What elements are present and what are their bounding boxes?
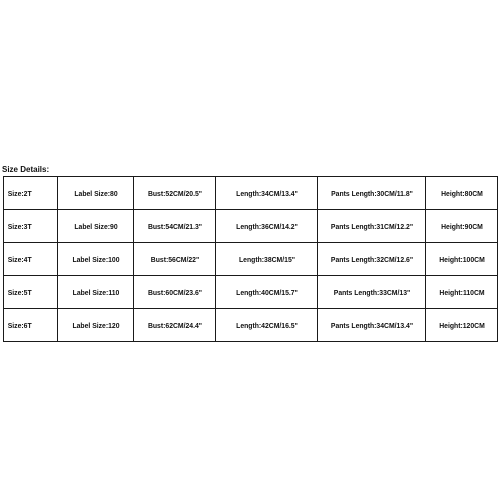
- table-row: [4, 309, 498, 342]
- height-cell: Height:100CM: [427, 243, 495, 276]
- height-cell: Height:80CM: [427, 177, 495, 210]
- label-size-cell: Label Size:110: [59, 276, 131, 309]
- table-row: [4, 177, 498, 210]
- height-cell: Height:110CM: [427, 276, 495, 309]
- length-cell: Length:38CM/15": [218, 243, 315, 276]
- size-cell: Size:5T: [5, 276, 56, 309]
- height-cell: Height:90CM: [427, 210, 495, 243]
- bust-cell: Bust:56CM/22": [136, 243, 214, 276]
- length-cell: Length:40CM/15.7": [218, 276, 315, 309]
- size-cell: Size:4T: [5, 243, 56, 276]
- bust-cell: Bust:62CM/24.4": [136, 309, 214, 342]
- label-size-cell: Label Size:120: [59, 309, 131, 342]
- label-size-cell: Label Size:100: [59, 243, 131, 276]
- size-cell: Size:6T: [5, 309, 56, 342]
- length-cell: Length:42CM/16.5": [218, 309, 315, 342]
- table-row: [4, 210, 498, 243]
- pants-length-cell: Pants Length:32CM/12.6": [320, 243, 423, 276]
- length-cell: Length:36CM/14.2": [218, 210, 315, 243]
- bust-cell: Bust:52CM/20.5": [136, 177, 214, 210]
- table-row: [4, 276, 498, 309]
- label-size-cell: Label Size:80: [59, 177, 131, 210]
- pants-length-cell: Pants Length:31CM/12.2": [320, 210, 423, 243]
- pants-length-cell: Pants Length:33CM/13": [320, 276, 423, 309]
- bust-cell: Bust:54CM/21.3": [136, 210, 214, 243]
- bust-cell: Bust:60CM/23.6": [136, 276, 214, 309]
- label-size-cell: Label Size:90: [59, 210, 131, 243]
- pants-length-cell: Pants Length:34CM/13.4": [320, 309, 423, 342]
- table-row: [4, 243, 498, 276]
- pants-length-cell: Pants Length:30CM/11.8": [320, 177, 423, 210]
- size-cell: Size:3T: [5, 210, 56, 243]
- length-cell: Length:34CM/13.4": [218, 177, 315, 210]
- height-cell: Height:120CM: [427, 309, 495, 342]
- size-cell: Size:2T: [5, 177, 56, 210]
- size-chart-table: [3, 176, 498, 342]
- size-details-caption: Size Details:: [2, 165, 50, 174]
